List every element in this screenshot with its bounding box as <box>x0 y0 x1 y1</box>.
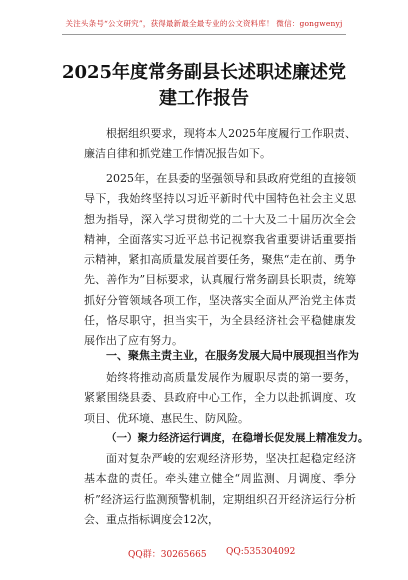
section-heading-1: 一、聚焦主责主业，在服务发展大局中展现担当作为 <box>106 349 359 362</box>
document-title: 2025年度常务副县长述职述廉述党建工作报告 <box>61 62 347 109</box>
header-banner: 关注头条号“公文研究”，获得最新最全最专业的公文资料库！ 微信：gongwenyj <box>65 19 343 28</box>
intro-paragraph: 根据组织要求，现将本人2025年度履行工作职责、廉洁自律和抓党建工作情况报告如下。 <box>84 127 356 161</box>
footer-qq-group: QQ群：30265665 <box>128 550 207 560</box>
main-paragraph: 2025年，在县委的坚强领导和县政府党组的直接领导下，我始终坚持以习近平新时代中国特色社会主义思想为指导，深入学习贯彻党的二十大及二十届历次全会精神，全面落实习近平总书记视察我省重要讲话重要指示精神，紧扣高质量发展首要任务，聚焦“走在前、勇争先、善作为”目标要求，认真履行常务副县长职责，统筹抓好分管领域各项工作，坚决落实全面从严治党主体责任，恪尽职守，担当实干，为全县经济社会平稳健康发展作出了应有努力。 <box>84 172 356 348</box>
subsection-heading-1: （一）聚力经济运行调度，在稳增长促发展上精准发力。 <box>106 432 369 444</box>
footer-qq-contact: QQ:535304092 <box>226 547 296 557</box>
section-1-paragraph: 始终将推动高质量发展作为履职尽责的第一要务，紧紧围绕县委、县政府中心工作，全力以赴抓调度、攻项目、优环境、惠民生、防风险。 <box>84 371 356 425</box>
header-divider <box>62 34 346 35</box>
subsection-1-paragraph: 面对复杂严峻的宏观经济形势，坚决扛起稳定经济基本盘的责任。牵头建立健全“周监测、月调度、季分析”经济运行监测预警机制，定期组织召开经济运行分析会、重点指标调度会12次， <box>84 452 356 526</box>
